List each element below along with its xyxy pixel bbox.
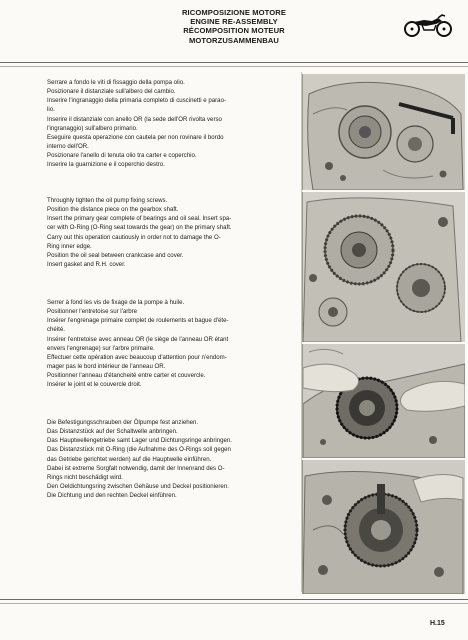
text-line: Die Befestigungsschrauben der Ölpumpe fest anziehen. xyxy=(47,419,199,426)
text-line: Throughly tighten the oil pump fixing screws. xyxy=(47,197,168,204)
header-rule xyxy=(0,62,468,67)
text-line: envers l'engrenage) sur l'arbre primaire. xyxy=(47,344,155,352)
page-number: H.15 xyxy=(430,620,445,627)
text-line: mager pas le bord intérieur de l'anneau OR. xyxy=(47,363,166,371)
photo-hands-inserting xyxy=(302,344,465,458)
photo-oil-pump xyxy=(302,74,465,190)
title-french: RÉCOMPOSITION MOTEUR xyxy=(183,26,285,36)
text-line: Die Dichtung und den rechten Deckel einführen. xyxy=(47,492,177,500)
text-line: Das Distanzstück mit O-Ring (die Aufnahme des O-Rings soll gegen xyxy=(47,446,231,454)
text-line: l'ingranaggio) sull'albero primario. xyxy=(47,124,138,132)
text-line: Posizionare il distanziale sull'albero del cambio. xyxy=(47,88,176,96)
text-line: das Getriebe gerichtet werden) auf die Hauptwelle einführen. xyxy=(47,455,212,463)
text-line: Ring inner edge. xyxy=(47,242,92,250)
footer-rule xyxy=(0,599,468,604)
text-line: Serrer à fond les vis de fixage de la pompe à huile. xyxy=(47,299,185,306)
text-line: Den Oeldichtungsring zwischen Gehäuse und Deckel positionieren. xyxy=(47,483,229,491)
section-french xyxy=(47,298,297,390)
text-line: Inserire la guarnizione e il coperchio destro. xyxy=(47,161,165,169)
text-line: interno dell'OR. xyxy=(47,143,89,151)
text-line: Inserire l'ingranaggio della primaria completo di cuscinetti e parao- xyxy=(47,97,226,105)
text-line: Positionner l'anneau d'étancheité entre carter et couvercle. xyxy=(47,372,206,380)
text-line: Serrare a fondo le viti di fissaggio della pompa olio. xyxy=(47,79,185,86)
text-line: cer with O-Ring (O-Ring seat towards the gear) on the primary shaft. xyxy=(47,224,232,232)
section-english xyxy=(47,196,297,269)
text-line: Position the oil seal between crankcase and cover. xyxy=(47,251,184,259)
photo-primary-gear xyxy=(302,192,465,342)
text-line: Positionner l'entretoise sur l'arbre xyxy=(47,308,138,316)
text-line: lio. xyxy=(47,106,55,114)
title-german: MOTORZUSAMMENBAU xyxy=(188,35,280,45)
page-header xyxy=(0,8,468,45)
motorcycle-icon xyxy=(402,12,454,38)
text-line: Insert gasket and R.H. cover. xyxy=(47,261,126,269)
text-line: Insérer le joint et le couvercle droit. xyxy=(47,381,142,389)
text-line: Posizionare l'anello di tenuta olio tra carter e coperchio. xyxy=(47,152,197,160)
photo-cover-oring xyxy=(302,460,465,594)
section-italian xyxy=(47,78,297,170)
text-line: Rings nicht beschädigt wird. xyxy=(47,473,123,481)
text-line: Position the distance piece on the gearbox shaft. xyxy=(47,206,179,214)
text-line: Dabei ist extreme Sorgfalt notwendig, damit der Innenrand des O- xyxy=(47,464,225,472)
section-german xyxy=(47,418,297,500)
text-line: Das Distanzstück auf der Schaltwelle anbringen. xyxy=(47,428,178,436)
text-line: Das Hauptwellengetriebe samt Lager und Dichtungsringe anbringen. xyxy=(47,437,232,445)
text-line: Inserire il distanziale con anello OR (la sede dell'OR rivolta verso xyxy=(47,115,222,123)
text-line: Insert the primary gear complete of bearings and oil seal. Insert spa- xyxy=(47,215,232,223)
text-line: Carry out this operation cautiously in order not to damage the O- xyxy=(47,233,221,241)
text-line: Eseguire questa operazione con cautela per non rovinare il bordo xyxy=(47,133,224,141)
title-english: ENGINE RE-ASSEMBLY xyxy=(190,17,278,27)
text-line: Insérer l'engrenage primaire complet de roulements et bague d'éte- xyxy=(47,317,229,325)
text-line: chéité. xyxy=(47,326,65,334)
text-line: Effectuer cette opération avec beaucoup d'attention pour n'endom- xyxy=(47,353,227,361)
text-line: Insérer l'entretoise avec anneau OR (le siège de l'anneau OR étant xyxy=(47,335,229,343)
title-italian: RICOMPOSIZIONE MOTORE xyxy=(181,8,287,17)
